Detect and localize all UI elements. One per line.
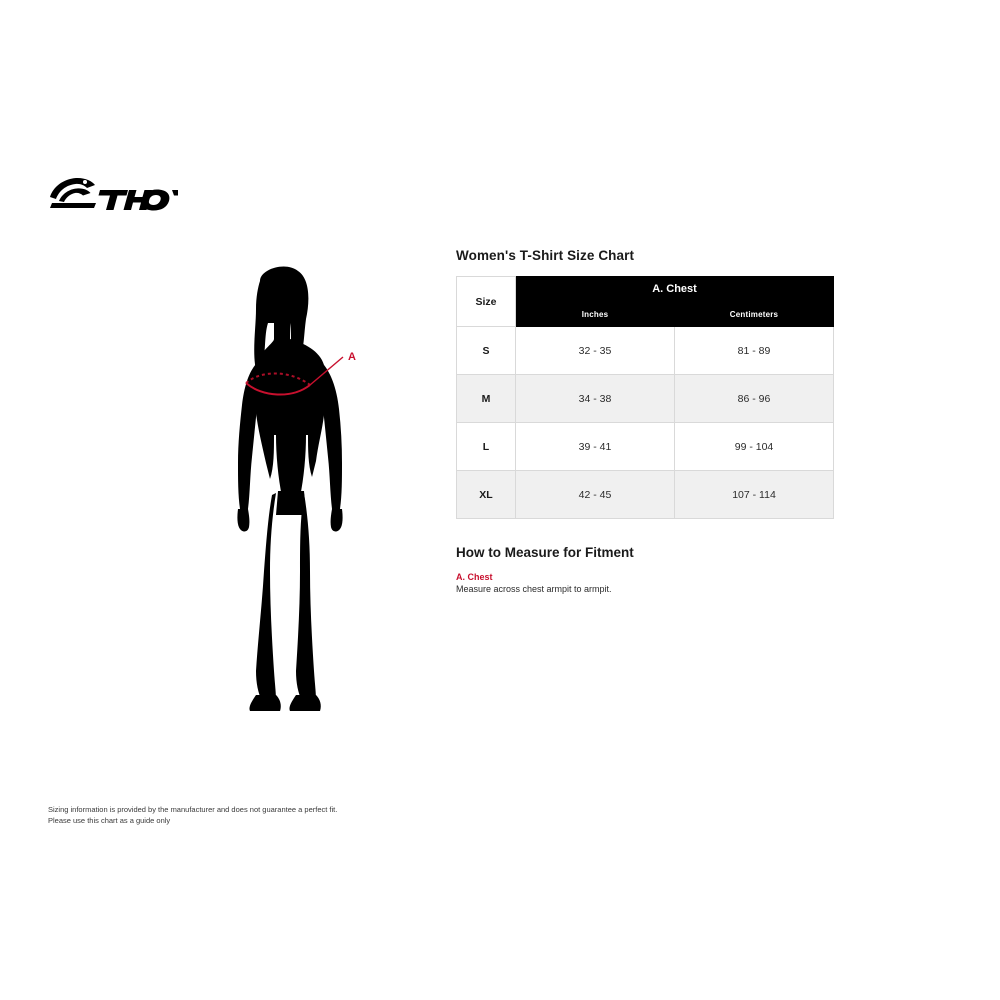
- page-title: Women's T-Shirt Size Chart: [456, 248, 635, 263]
- disclaimer: [48, 805, 468, 827]
- header-centimeters: Centimeters: [675, 302, 834, 327]
- row-cm-value: 107 - 114: [675, 471, 834, 519]
- measure-item-text: Measure across chest armpit to armpit.: [456, 584, 612, 594]
- table-row: [457, 471, 834, 519]
- row-size-label: M: [457, 375, 516, 423]
- row-size-label: L: [457, 423, 516, 471]
- size-chart-table: [456, 276, 834, 519]
- row-inches-value: 34 - 38: [516, 375, 675, 423]
- size-chart-panel: [456, 248, 836, 519]
- table-row: [457, 327, 834, 375]
- table-row: [457, 375, 834, 423]
- header-size: Size: [457, 277, 516, 327]
- measure-item: [456, 572, 836, 594]
- row-cm-value: 81 - 89: [675, 327, 834, 375]
- how-to-measure-title: How to Measure for Fitment: [456, 545, 634, 560]
- row-size-label: XL: [457, 471, 516, 519]
- row-cm-value: 99 - 104: [675, 423, 834, 471]
- how-to-measure-section: [456, 545, 836, 594]
- chest-callout-label: A: [348, 351, 356, 363]
- row-inches-value: 32 - 35: [516, 327, 675, 375]
- row-inches-value: 39 - 41: [516, 423, 675, 471]
- silhouette-shape: [237, 266, 342, 711]
- table-header-row: [457, 277, 834, 302]
- body-silhouette-diagram: [200, 265, 380, 720]
- table-row: [457, 423, 834, 471]
- thor-logo: [48, 175, 178, 215]
- row-inches-value: 42 - 45: [516, 471, 675, 519]
- measure-item-label: A. Chest: [456, 572, 493, 582]
- header-inches: Inches: [516, 302, 675, 327]
- row-cm-value: 86 - 96: [675, 375, 834, 423]
- disclaimer-line-2: Please use this chart as a guide only: [48, 815, 171, 825]
- row-size-label: S: [457, 327, 516, 375]
- disclaimer-line-1: Sizing information is provided by the manufacturer and does not guarantee a perfect fit.: [48, 805, 338, 814]
- header-chest-group: A. Chest: [516, 277, 834, 302]
